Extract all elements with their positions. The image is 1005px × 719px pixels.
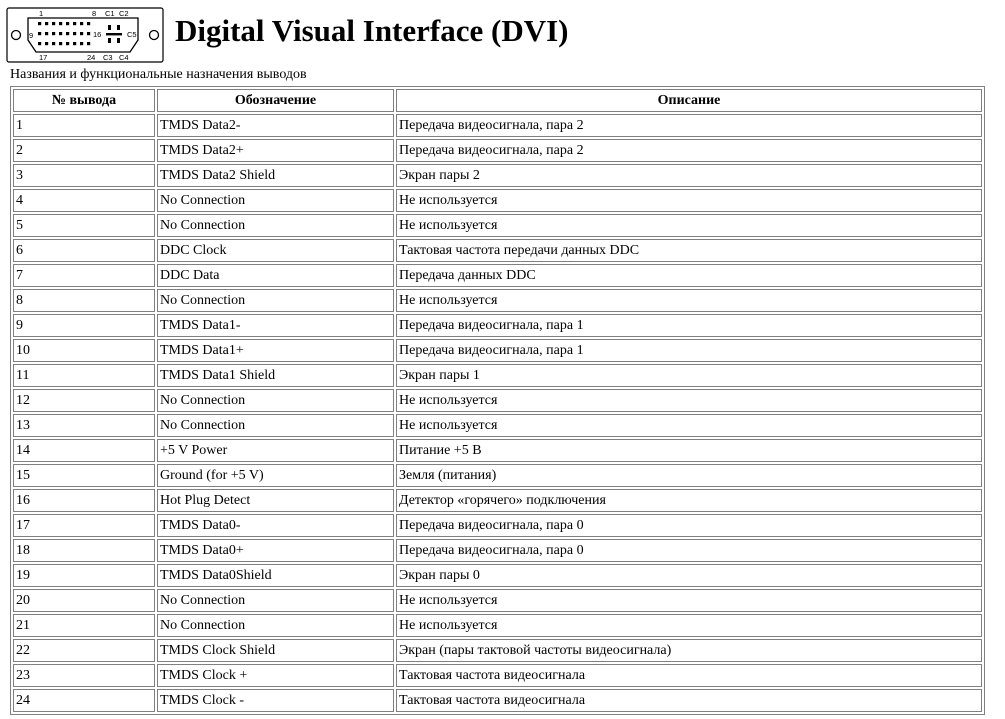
table-caption: Названия и функциональные назначения выводов bbox=[10, 67, 307, 82]
pin-label-17: 17 bbox=[39, 53, 48, 62]
cell-signal: TMDS Data2- bbox=[157, 114, 394, 137]
cell-description: Передача видеосигнала, пара 0 bbox=[396, 514, 982, 537]
cell-description: Не используется bbox=[396, 414, 982, 437]
cell-description: Тактовая частота передачи данных DDC bbox=[396, 239, 982, 262]
cell-signal: TMDS Data0+ bbox=[157, 539, 394, 562]
cell-signal: TMDS Data2+ bbox=[157, 139, 394, 162]
cell-pin-number: 7 bbox=[13, 264, 155, 287]
cell-signal: TMDS Data1 Shield bbox=[157, 364, 394, 387]
pin-label-16: 16 bbox=[93, 30, 102, 39]
table-row bbox=[13, 339, 982, 362]
cell-pin-number: 2 bbox=[13, 139, 155, 162]
cell-signal: No Connection bbox=[157, 614, 394, 637]
cell-pin-number: 18 bbox=[13, 539, 155, 562]
cell-signal: TMDS Clock Shield bbox=[157, 639, 394, 662]
cell-description: Тактовая частота видеосигнала bbox=[396, 664, 982, 687]
c-pin-cross bbox=[106, 33, 122, 35]
cell-description: Экран (пары тактовой частоты видеосигнала) bbox=[396, 639, 982, 662]
cell-signal: DDC Clock bbox=[157, 239, 394, 262]
cell-pin-number: 10 bbox=[13, 339, 155, 362]
pin-label-c2: C2 bbox=[119, 9, 129, 18]
cell-pin-number: 8 bbox=[13, 289, 155, 312]
cell-description: Передача видеосигнала, пара 2 bbox=[396, 114, 982, 137]
pin-label-c5: C5 bbox=[127, 30, 137, 39]
cell-signal: Ground (for +5 V) bbox=[157, 464, 394, 487]
cell-pin-number: 4 bbox=[13, 189, 155, 212]
table-row bbox=[13, 489, 982, 512]
cell-description: Экран пары 0 bbox=[396, 564, 982, 587]
cell-pin-number: 13 bbox=[13, 414, 155, 437]
cell-signal: No Connection bbox=[157, 414, 394, 437]
cell-pin-number: 12 bbox=[13, 389, 155, 412]
table-row bbox=[13, 264, 982, 287]
table-row bbox=[13, 689, 982, 712]
table-row bbox=[13, 664, 982, 687]
pin-label-8: 8 bbox=[92, 9, 97, 18]
cell-pin-number: 24 bbox=[13, 689, 155, 712]
table-row bbox=[13, 364, 982, 387]
cell-description: Экран пары 1 bbox=[396, 364, 982, 387]
table-row bbox=[13, 139, 982, 162]
cell-pin-number: 11 bbox=[13, 364, 155, 387]
cell-description: Питание +5 В bbox=[396, 439, 982, 462]
cell-signal: No Connection bbox=[157, 189, 394, 212]
table-row bbox=[13, 314, 982, 337]
table-row bbox=[13, 439, 982, 462]
pin-label-c1: C1 bbox=[105, 9, 115, 18]
table-row bbox=[13, 514, 982, 537]
table-row bbox=[13, 589, 982, 612]
pin-label-1: 1 bbox=[39, 9, 44, 18]
cell-signal: No Connection bbox=[157, 389, 394, 412]
cell-pin-number: 9 bbox=[13, 314, 155, 337]
pinout-table bbox=[10, 86, 985, 715]
cell-description: Экран пары 2 bbox=[396, 164, 982, 187]
cell-signal: TMDS Clock + bbox=[157, 664, 394, 687]
cell-signal: TMDS Data2 Shield bbox=[157, 164, 394, 187]
table-row bbox=[13, 389, 982, 412]
table-row bbox=[13, 639, 982, 662]
header-pin-number: № вывода bbox=[13, 89, 155, 112]
cell-signal: Hot Plug Detect bbox=[157, 489, 394, 512]
table-row bbox=[13, 564, 982, 587]
header-signal: Обозначение bbox=[157, 89, 394, 112]
cell-pin-number: 5 bbox=[13, 214, 155, 237]
header bbox=[0, 0, 1005, 68]
pin-label-c3: C3 bbox=[103, 53, 113, 62]
cell-pin-number: 14 bbox=[13, 439, 155, 462]
cell-description: Не используется bbox=[396, 189, 982, 212]
cell-description: Не используется bbox=[396, 389, 982, 412]
cell-pin-number: 22 bbox=[13, 639, 155, 662]
cell-pin-number: 20 bbox=[13, 589, 155, 612]
table-row bbox=[13, 614, 982, 637]
cell-description: Передача видеосигнала, пара 1 bbox=[396, 339, 982, 362]
cell-description: Передача видеосигнала, пара 0 bbox=[396, 539, 982, 562]
table-row bbox=[13, 414, 982, 437]
cell-description: Передача видеосигнала, пара 2 bbox=[396, 139, 982, 162]
cell-signal: TMDS Data1+ bbox=[157, 339, 394, 362]
cell-description: Не используется bbox=[396, 214, 982, 237]
cell-pin-number: 23 bbox=[13, 664, 155, 687]
cell-pin-number: 17 bbox=[13, 514, 155, 537]
cell-pin-number: 3 bbox=[13, 164, 155, 187]
cell-description: Детектор «горячего» подключения bbox=[396, 489, 982, 512]
cell-signal: No Connection bbox=[157, 589, 394, 612]
cell-pin-number: 1 bbox=[13, 114, 155, 137]
pin-label-9: 9 bbox=[29, 31, 34, 40]
cell-pin-number: 16 bbox=[13, 489, 155, 512]
table-row bbox=[13, 214, 982, 237]
table-row bbox=[13, 289, 982, 312]
table-row bbox=[13, 239, 982, 262]
cell-signal: +5 V Power bbox=[157, 439, 394, 462]
table-row bbox=[13, 539, 982, 562]
table-row bbox=[13, 114, 982, 137]
cell-description: Передача данных DDC bbox=[396, 264, 982, 287]
cell-pin-number: 15 bbox=[13, 464, 155, 487]
mounting-hole-right bbox=[150, 31, 159, 40]
cell-signal: TMDS Data1- bbox=[157, 314, 394, 337]
header-description: Описание bbox=[396, 89, 982, 112]
table-header-row bbox=[13, 89, 982, 112]
page-title: Digital Visual Interface (DVI) bbox=[175, 13, 569, 48]
table-row bbox=[13, 464, 982, 487]
cell-signal: No Connection bbox=[157, 289, 394, 312]
cell-signal: TMDS Clock - bbox=[157, 689, 394, 712]
pin-label-c4: C4 bbox=[119, 53, 129, 62]
mounting-hole-left bbox=[12, 31, 21, 40]
cell-description: Не используется bbox=[396, 289, 982, 312]
cell-signal: TMDS Data0Shield bbox=[157, 564, 394, 587]
cell-pin-number: 19 bbox=[13, 564, 155, 587]
cell-pin-number: 21 bbox=[13, 614, 155, 637]
cell-description: Передача видеосигнала, пара 1 bbox=[396, 314, 982, 337]
cell-description: Земля (питания) bbox=[396, 464, 982, 487]
cell-signal: No Connection bbox=[157, 214, 394, 237]
cell-pin-number: 6 bbox=[13, 239, 155, 262]
cell-signal: DDC Data bbox=[157, 264, 394, 287]
table-row bbox=[13, 189, 982, 212]
cell-description: Не используется bbox=[396, 614, 982, 637]
cell-description: Не используется bbox=[396, 589, 982, 612]
table-row bbox=[13, 164, 982, 187]
cell-signal: TMDS Data0- bbox=[157, 514, 394, 537]
dvi-connector-icon bbox=[6, 7, 164, 63]
cell-description: Тактовая частота видеосигнала bbox=[396, 689, 982, 712]
pin-label-24: 24 bbox=[87, 53, 96, 62]
